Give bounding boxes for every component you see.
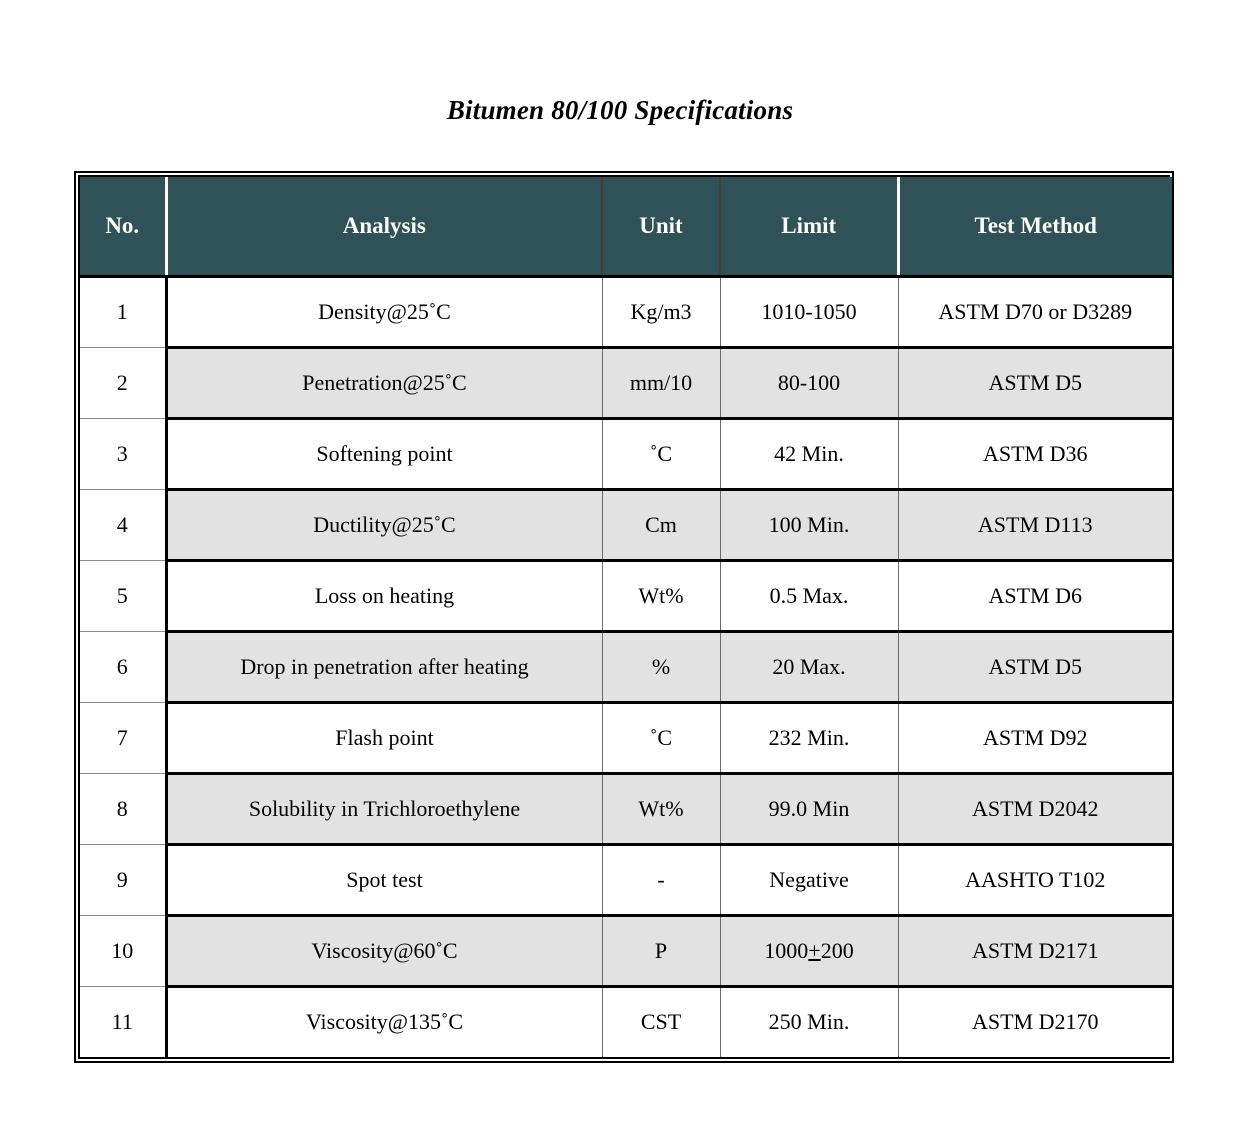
table-body: [80, 276, 1172, 1057]
cell-analysis: Viscosity@60˚C: [166, 915, 602, 986]
cell-test-method: ASTM D5: [898, 347, 1172, 418]
cell-no: 8: [80, 773, 166, 844]
table-row: [80, 773, 1172, 844]
cell-test-method: ASTM D36: [898, 418, 1172, 489]
cell-no: 5: [80, 560, 166, 631]
cell-unit: P: [602, 915, 720, 986]
table-row: [80, 418, 1172, 489]
cell-unit: %: [602, 631, 720, 702]
column-header-unit: Unit: [602, 177, 720, 276]
cell-no: 7: [80, 702, 166, 773]
cell-limit: 80-100: [720, 347, 898, 418]
cell-no: 1: [80, 276, 166, 347]
cell-limit: 42 Min.: [720, 418, 898, 489]
cell-analysis: Spot test: [166, 844, 602, 915]
cell-limit: 250 Min.: [720, 986, 898, 1057]
cell-limit: [720, 915, 898, 986]
cell-unit: Cm: [602, 489, 720, 560]
cell-no: 2: [80, 347, 166, 418]
page-title: Bitumen 80/100 Specifications: [446, 95, 794, 125]
cell-unit: CST: [602, 986, 720, 1057]
cell-unit: ˚C: [602, 418, 720, 489]
cell-unit: ˚C: [602, 702, 720, 773]
cell-limit: Negative: [720, 844, 898, 915]
cell-test-method: ASTM D2042: [898, 773, 1172, 844]
specifications-table: [80, 177, 1172, 1057]
table-row: [80, 631, 1172, 702]
cell-no: 9: [80, 844, 166, 915]
cell-test-method: ASTM D2171: [898, 915, 1172, 986]
cell-no: 11: [80, 986, 166, 1057]
cell-analysis: Softening point: [166, 418, 602, 489]
table-row: [80, 844, 1172, 915]
cell-unit: Kg/m3: [602, 276, 720, 347]
cell-test-method: ASTM D5: [898, 631, 1172, 702]
plus-minus-symbol: +: [808, 937, 821, 963]
table-row: [80, 276, 1172, 347]
cell-test-method: ASTM D6: [898, 560, 1172, 631]
cell-limit: 0.5 Max.: [720, 560, 898, 631]
column-header-test-method: Test Method: [898, 177, 1172, 276]
cell-limit: 99.0 Min: [720, 773, 898, 844]
cell-analysis: Flash point: [166, 702, 602, 773]
cell-no: 3: [80, 418, 166, 489]
cell-analysis: Viscosity@135˚C: [166, 986, 602, 1057]
column-header-limit: Limit: [720, 177, 898, 276]
cell-analysis: Solubility in Trichloroethylene: [166, 773, 602, 844]
cell-unit: -: [602, 844, 720, 915]
table-row: [80, 560, 1172, 631]
specifications-table-frame: [74, 171, 1174, 1063]
cell-test-method: ASTM D2170: [898, 986, 1172, 1057]
table-header-row: [80, 177, 1172, 276]
cell-no: 10: [80, 915, 166, 986]
cell-test-method: ASTM D92: [898, 702, 1172, 773]
cell-unit: Wt%: [602, 560, 720, 631]
cell-analysis: Density@25˚C: [166, 276, 602, 347]
cell-analysis: Loss on heating: [166, 560, 602, 631]
cell-limit: 232 Min.: [720, 702, 898, 773]
table-row: [80, 702, 1172, 773]
cell-no: 4: [80, 489, 166, 560]
cell-test-method: ASTM D113: [898, 489, 1172, 560]
column-header-analysis: Analysis: [166, 177, 602, 276]
cell-limit: 1010-1050: [720, 276, 898, 347]
table-row: [80, 986, 1172, 1057]
cell-analysis: Penetration@25˚C: [166, 347, 602, 418]
limit-value-suffix: 200: [820, 937, 854, 963]
cell-analysis: Ductility@25˚C: [166, 489, 602, 560]
table-header: [80, 177, 1172, 276]
cell-limit: 100 Min.: [720, 489, 898, 560]
cell-test-method: AASHTO T102: [898, 844, 1172, 915]
cell-limit: 20 Max.: [720, 631, 898, 702]
column-header-no: No.: [80, 177, 166, 276]
cell-test-method: ASTM D70 or D3289: [898, 276, 1172, 347]
limit-value-prefix: 1000: [764, 937, 809, 963]
cell-no: 6: [80, 631, 166, 702]
table-row: [80, 347, 1172, 418]
cell-unit: mm/10: [602, 347, 720, 418]
table-row: [80, 915, 1172, 986]
specifications-table-inner: [78, 175, 1170, 1059]
table-row: [80, 489, 1172, 560]
cell-unit: Wt%: [602, 773, 720, 844]
cell-analysis: Drop in penetration after heating: [166, 631, 602, 702]
